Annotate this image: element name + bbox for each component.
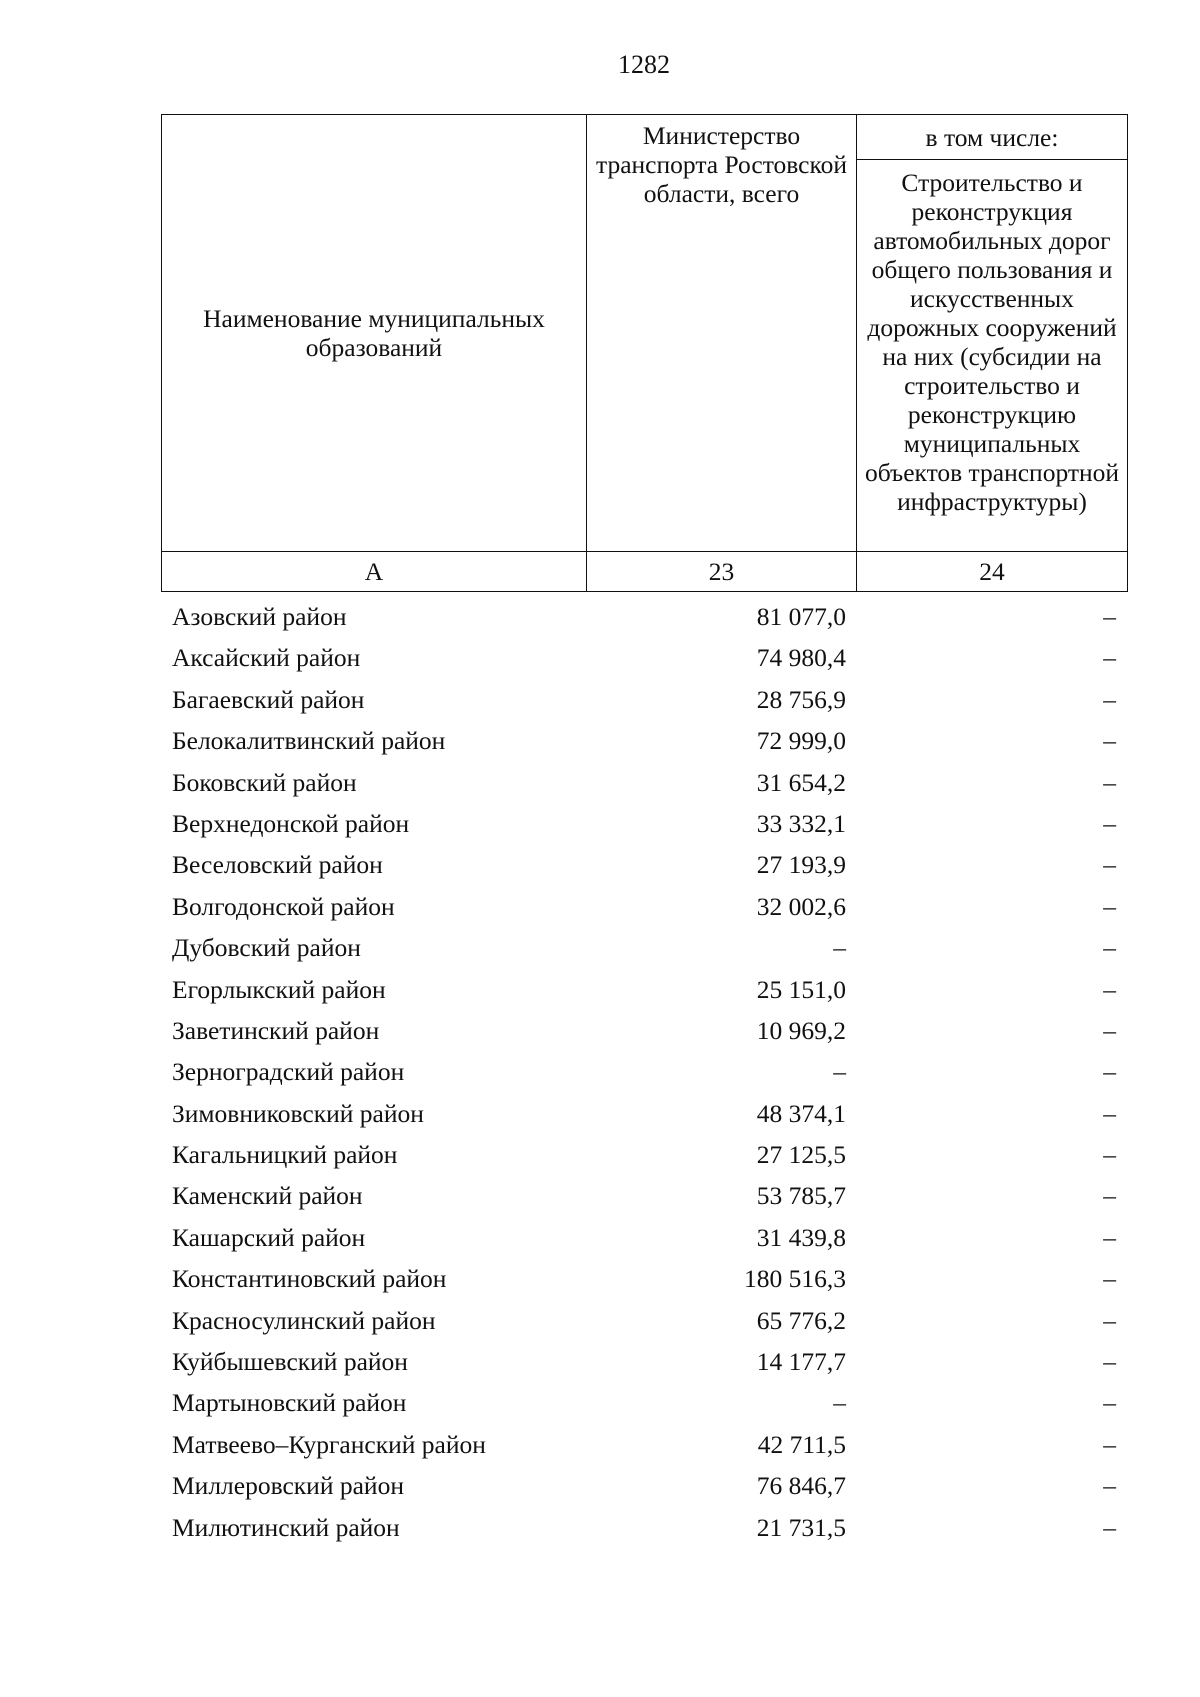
table-row — [161, 1424, 1127, 1465]
municipality-name: Заветинский район — [172, 1015, 380, 1045]
municipality-name: Зимовниковский район — [172, 1098, 424, 1128]
construction-value: – — [1103, 1222, 1116, 1252]
table-row — [161, 927, 1127, 968]
municipality-name: Миллеровский район — [172, 1471, 404, 1501]
construction-value: – — [1103, 1429, 1116, 1459]
construction-value: – — [1103, 643, 1116, 673]
ministry-total-value: 28 756,9 — [756, 684, 846, 714]
construction-value: – — [1103, 1347, 1116, 1377]
table-body — [161, 596, 1127, 1548]
table-row — [161, 1341, 1127, 1382]
table-row — [161, 679, 1127, 720]
municipality-name: Кагальницкий район — [172, 1140, 398, 1170]
ministry-total-value: 25 151,0 — [756, 974, 846, 1004]
municipality-name: Аксайский район — [172, 643, 361, 673]
table-row — [161, 1465, 1127, 1506]
construction-value: – — [1103, 1305, 1116, 1335]
header-column-number-24: 24 — [857, 552, 1128, 592]
construction-value: – — [1103, 1471, 1116, 1501]
municipality-name: Куйбышевский район — [172, 1347, 408, 1377]
header-including: в том числе: — [857, 115, 1128, 160]
construction-value: – — [1103, 602, 1116, 631]
header-column-number-23: 23 — [587, 552, 857, 592]
municipality-name: Белокалитвинский район — [172, 726, 446, 756]
ministry-total-value: 180 516,3 — [744, 1264, 846, 1294]
table-row — [161, 1300, 1127, 1341]
construction-value: – — [1103, 1181, 1116, 1211]
ministry-total-value: 10 969,2 — [756, 1015, 846, 1045]
construction-value: – — [1103, 1057, 1116, 1087]
construction-value: – — [1103, 933, 1116, 963]
ministry-total-value: 32 002,6 — [756, 891, 846, 921]
ministry-total-value: 27 193,9 — [756, 850, 846, 880]
ministry-total-value: 48 374,1 — [756, 1098, 846, 1128]
construction-value: – — [1103, 767, 1116, 797]
table-row — [161, 1051, 1127, 1092]
construction-value: – — [1103, 1264, 1116, 1294]
construction-value: – — [1103, 808, 1116, 838]
header-construction: Строительство и реконструкция автомобильных дорог общего пользования и искусственных дорожных сооружений на них (субсидии на строительство и реконструкцию муниципальных объектов транспортной инфраструктуры) — [857, 160, 1128, 552]
header-municipality-name: Наименование муниципальных образований — [162, 115, 587, 552]
municipality-name: Веселовский район — [172, 850, 383, 880]
ministry-total-value: – — [833, 1057, 846, 1087]
table-row — [161, 886, 1127, 927]
ministry-total-value: 21 731,5 — [756, 1512, 846, 1542]
ministry-total-value: 81 077,0 — [756, 602, 846, 631]
table-row — [161, 1010, 1127, 1051]
municipality-name: Волгодонской район — [172, 891, 395, 921]
municipality-name: Верхнедонской район — [172, 808, 410, 838]
ministry-total-value: 31 439,8 — [756, 1222, 846, 1252]
ministry-total-value: – — [833, 1388, 846, 1418]
ministry-total-value: 74 980,4 — [756, 643, 846, 673]
construction-value: – — [1103, 850, 1116, 880]
construction-value: – — [1103, 684, 1116, 714]
header-ministry-total: Министерство транспорта Ростовской области, всего — [587, 115, 857, 552]
municipality-name: Матвеево–Курганский район — [172, 1429, 486, 1459]
table-row — [161, 1258, 1127, 1299]
ministry-total-value: 33 332,1 — [756, 808, 846, 838]
table-row — [161, 762, 1127, 803]
table-row — [161, 1217, 1127, 1258]
municipality-name: Боковский район — [172, 767, 357, 797]
table-row — [161, 720, 1127, 761]
table-row — [161, 1382, 1127, 1423]
municipality-name: Егорлыкский район — [172, 974, 386, 1004]
construction-value: – — [1103, 1388, 1116, 1418]
ministry-total-value: 27 125,5 — [756, 1140, 846, 1170]
construction-value: – — [1103, 1140, 1116, 1170]
municipality-name: Красносулинский район — [172, 1305, 436, 1335]
header-column-number-a: А — [162, 552, 587, 592]
ministry-total-value: – — [833, 933, 846, 963]
table-row — [161, 1175, 1127, 1216]
ministry-total-value: 72 999,0 — [756, 726, 846, 756]
table-row — [161, 1507, 1127, 1548]
construction-value: – — [1103, 1098, 1116, 1128]
table-row — [161, 1093, 1127, 1134]
municipality-name: Азовский район — [172, 602, 347, 631]
ministry-total-value: 31 654,2 — [756, 767, 846, 797]
municipality-name: Константиновский район — [172, 1264, 447, 1294]
table-row — [161, 1134, 1127, 1175]
ministry-total-value: 76 846,7 — [756, 1471, 846, 1501]
municipality-name: Милютинский район — [172, 1512, 400, 1542]
table-row — [161, 803, 1127, 844]
table-row — [161, 637, 1127, 678]
municipality-name: Зерноградский район — [172, 1057, 405, 1087]
construction-value: – — [1103, 891, 1116, 921]
table-header — [161, 114, 1128, 592]
municipality-name: Багаевский район — [172, 684, 365, 714]
construction-value: – — [1103, 974, 1116, 1004]
construction-value: – — [1103, 1015, 1116, 1045]
table-row — [161, 844, 1127, 885]
ministry-total-value: 42 711,5 — [757, 1429, 846, 1459]
table-row — [161, 596, 1127, 637]
construction-value: – — [1103, 1512, 1116, 1542]
page-number: 1282 — [618, 50, 670, 79]
municipality-name: Каменский район — [172, 1181, 363, 1211]
table-row — [161, 969, 1127, 1010]
municipality-name: Кашарский район — [172, 1222, 366, 1252]
municipality-name: Мартыновский район — [172, 1388, 407, 1418]
ministry-total-value: 53 785,7 — [756, 1181, 846, 1211]
ministry-total-value: 14 177,7 — [756, 1347, 846, 1377]
municipality-name: Дубовский район — [172, 933, 361, 963]
ministry-total-value: 65 776,2 — [756, 1305, 846, 1335]
construction-value: – — [1103, 726, 1116, 756]
